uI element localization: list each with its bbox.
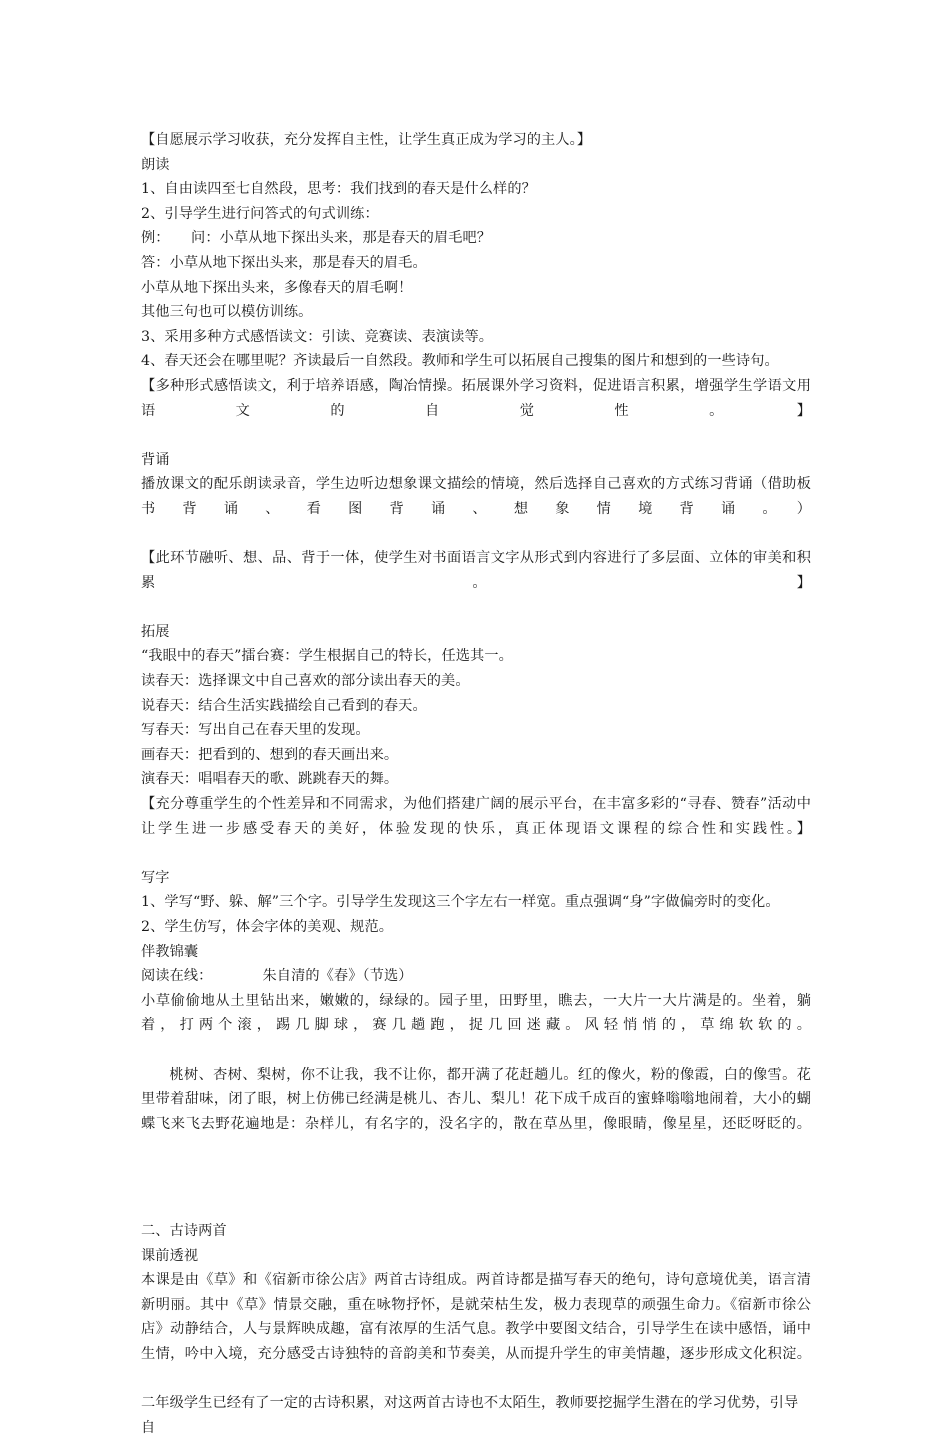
body-paragraph: 播放课文的配乐朗读录音，学生边听边想象课文描绘的情境，然后选择自己喜欢的方式练习背诵（借助板书背诵、看图背诵、想象情境背诵。） (141, 476, 811, 517)
text-line: 说春天：结合生活实践描绘自己看到的春天。 (141, 697, 427, 714)
document-text-body (141, 128, 811, 1440)
commentary-paragraph: 【充分尊重学生的个性差异和不同需求，为他们搭建广阔的展示平台，在丰富多彩的“寻春、赞春”活动中让学生进一步感受春天的美好，体验发现的快乐，真正体现语文课程的综合性和实践性。】 (141, 796, 811, 837)
text-line: 小草从地下探出头来，多像春天的眉毛啊！ (141, 279, 413, 296)
text-line: 1、自由读四至七自然段，思考：我们找到的春天是什么样的？ (141, 181, 536, 198)
text-line: 【自愿展示学习收获，充分发挥自主性，让学生真正成为学习的主人。】 (141, 132, 592, 148)
section-heading: 拓展 (141, 623, 170, 640)
text-line: 演春天：唱唱春天的歌、跳跳春天的舞。 (141, 771, 399, 788)
body-paragraph: 本课是由《草》和《宿新市徐公店》两首古诗组成。两首诗都是描写春天的绝句，诗句意境优美，语言清新明丽。其中《草》情景交融，重在咏物抒怀，是就荣枯生发，极力表现草的顽强生命力。《宿新市徐公店》动静结合，人与景辉映成趣，富有浓厚的生活气息。教学中要图文结合，引导学生在读中感悟，诵中生情，吟中入境，充分感受古诗独特的音韵美和节奏美，从而提升学生的审美情趣，逐步形成文化积淀。 (141, 1272, 811, 1362)
text-line: 其他三句也可以模仿训练。 (141, 304, 313, 321)
section-heading: 朗读 (141, 156, 170, 173)
section-spacer (141, 1161, 811, 1219)
text-line: 1、学写“野、躲、解”三个字。引导学生发现这三个字左右一样宽。重点强调“身”字做偏旁时的变化。 (141, 894, 780, 911)
body-paragraph: 桃树、杏树、梨树，你不让我，我不让你，都开满了花赶趟儿。红的像火，粉的像霞，白的像雪。花里带着甜味，闭了眼，树上仿佛已经满是桃儿、杏儿、梨儿！花下成千成百的蜜蜂嗡嗡地闹着，大小的蝴蝶飞来飞去野花遍地是：杂样儿，有名字的，没名字的，散在草丛里，像眼睛，像星星，还眨呀眨的。 (141, 1066, 811, 1132)
body-paragraph: 小草偷偷地从土里钻出来，嫩嫩的，绿绿的。园子里，田野里，瞧去，一大片一大片满是的。坐着，躺着，打两个滚，踢几脚球，赛几趟跑，捉几回迷藏。风轻悄悄的，草绵软软的。 (141, 992, 811, 1034)
text-line: 读春天：选择课文中自己喜欢的部分读出春天的美。 (141, 673, 470, 690)
text-line: 阅读在线： 朱自清的《春》（节选） (141, 968, 413, 985)
text-line: 3、采用多种方式感悟读文：引读、竞赛读、表演读等。 (141, 328, 494, 345)
commentary-paragraph: 【多种形式感悟读文，利于培养语感，陶冶情操。拓展课外学习资料，促进语言积累，增强学生学语文用语文的自觉性。】 (141, 377, 811, 419)
text-line: 二年级学生已经有了一定的古诗积累，对这两首古诗也不太陌生，教师要挖掘学生潜在的学习优势，引导自 (141, 1395, 799, 1436)
commentary-paragraph: 【此环节融听、想、品、背于一体，使学生对书面语言文字从形式到内容进行了多层面、立体的审美和积累。】 (141, 550, 811, 591)
section-heading: 二、古诗两首 (141, 1222, 227, 1239)
text-line: 2、引导学生进行问答式的句式训练： (141, 205, 379, 222)
text-line: “我眼中的春天”擂台赛：学生根据自己的特长，任选其一。 (141, 648, 513, 665)
text-line: 写春天：写出自己在春天里的发现。 (141, 722, 370, 739)
text-line: 答：小草从地下探出头来，那是春天的眉毛。 (141, 254, 427, 271)
section-heading: 伴教锦囊 (141, 943, 199, 960)
section-heading: 写字 (141, 869, 170, 886)
text-line: 4、春天还会在哪里呢？齐读最后一自然段。教师和学生可以拓展自己搜集的图片和想到的一些诗句。 (141, 353, 779, 370)
text-line: 画春天：把看到的、想到的春天画出来。 (141, 746, 399, 763)
text-line: 例： 问：小草从地下探出头来，那是春天的眉毛吧？ (141, 230, 492, 247)
section-heading: 课前透视 (141, 1247, 199, 1264)
section-heading: 背诵 (141, 451, 170, 468)
text-line: 2、学生仿写，体会字体的美观、规范。 (141, 919, 394, 935)
